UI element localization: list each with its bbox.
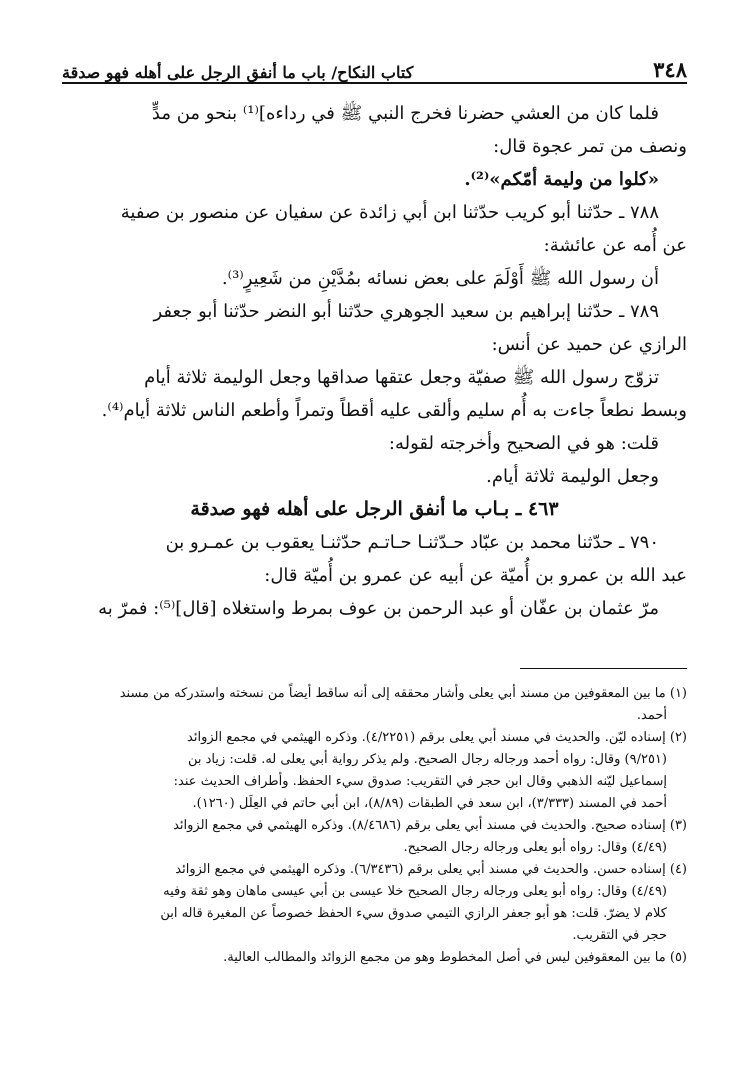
- footnote-4-cont: (٤/٤٩) وقال: رواه أبو يعلى ورجاله رجال الصحيح خلا عيسى بن أبي عيسى ماهان وهو ثقة وفيه: [163, 884, 667, 899]
- chapter-heading: ٤٦٣ ـ بـاب ما أنفق الرجل على أهله فهو صدقة: [190, 498, 559, 520]
- hadith-790-isnad: ٧٩٠ ـ حدّثنا محمد بن عبّاد حـدّثنـا حـاتـم حدّثنـا يعقوب بن عمـرو بن: [165, 532, 659, 553]
- footnote-divider: [520, 668, 687, 669]
- hadith-788-isnad: ٧٨٨ ـ حدّثنا أبو كريب حدّثنا ابن أبي زائدة عن سفيان عن منصور بن صفية: [120, 202, 659, 223]
- footnote-3: (٣) إسناده صحيح. والحديث في مسند أبي يعلى برقم (٨/٤٦٨٦). وذكره الهيثمي في مجمع الزوائد: [173, 818, 687, 833]
- text-line: ونصف من تمر عجوة قال:: [493, 136, 687, 157]
- footnote-2-cont: أحمد في المسند (٣/٣٣٣)، ابن سعد في الطبقات (٨/٨٩)، ابن أبي حاتم في العِلَل (١٢٦٠).: [192, 796, 667, 811]
- page-number: ٣٤٨: [653, 57, 687, 82]
- footnote-5: (٥) ما بين المعقوفين ليس في أصل المخطوط وهو من مجمع الزوائد والمطالب العالية.: [223, 950, 687, 965]
- main-text: [62, 97, 687, 625]
- footnote-4-cont: كلام لا يضرّ. قلت: هو أبو جعفر الرازي التيمي صدوق سيء الحفظ خصوصاً عن المغيرة قاله ابن: [160, 906, 667, 921]
- footnote-4-cont: حجر في التقريب.: [572, 928, 667, 943]
- footnote-1-cont: أحمد.: [636, 708, 667, 723]
- hadith-788-matn: أن رسول الله ﷺ أَوْلَمَ على بعض نسائه بمُدَّيْنِ من شَعِيرٍ⁽³⁾.: [221, 268, 659, 289]
- footnote-3-cont: (٤/٤٩) وقال: رواه أبو يعلى ورجاله رجال الصحيح.: [403, 840, 667, 855]
- hadith-789-isnad: ٧٨٩ ـ حدّثنا إبراهيم بن سعيد الجوهري حدّثنا أبو النضر حدّثنا أبو جعفر: [153, 301, 659, 322]
- running-title: كتاب النكاح/ باب ما أنفق الرجل على أهله فهو صدقة: [62, 63, 414, 82]
- page-header: [62, 54, 687, 82]
- hadith-789-matn: تزوّج رسول الله ﷺ صفيّة وجعل عتقها صداقها وجعل الوليمة ثلاثة أيام: [144, 367, 659, 388]
- footnote-2-cont: إسماعيل ليّنه الذهبي وقال ابن حجر في التقريب: صدوق سيء الحفظ. وأطراف الحديث عند:: [173, 774, 667, 789]
- text-line: فلما كان من العشي حضرنا فخرج النبي ﷺ في رداءه]⁽¹⁾ بنحو من مدٍّ: [151, 103, 659, 124]
- text-line: عن أُمه عن عائشة:: [543, 235, 687, 256]
- footnote-4: (٤) إسناده حسن. والحديث في مسند أبي يعلى برقم (٦/٣٤٣٦). وذكره الهيثمي في مجمع الزوائد: [175, 862, 687, 877]
- text-line: الرازي عن حميد عن أنس:: [491, 334, 687, 355]
- footnotes: [62, 683, 687, 969]
- header-rule: [62, 82, 687, 84]
- author-comment: قلت: هو في الصحيح وأخرجته لقوله:: [388, 433, 659, 454]
- footnote-1: (١) ما بين المعقوفين من مسند أبي يعلى وأشار محققه إلى أنه ساقط أيضاً من نسخته واستدركه من مسند: [119, 686, 687, 701]
- hadith-790-matn: مرّ عثمان بن عفّان أو عبد الرحمن بن عوف بمرط واستغلاه [قال]⁽⁵⁾: فمرّ به: [98, 598, 659, 619]
- text-line: عبد الله بن عمرو بن أُميّة عن أبيه عن عمرو بن أُميّة قال:: [264, 565, 687, 586]
- hadith-quote: «كلوا من وليمة أمّكم»⁽²⁾.: [464, 169, 659, 190]
- footnote-2-cont: (٩/٢٥١) وقال: رواه أحمد ورجاله رجال الصحيح. ولم يذكر رواية أبي يعلى له. قلت: زياد بن: [187, 752, 667, 767]
- text-line: وبسط نطعاً جاءت به أُم سليم وألقى عليه أقطاً وتمراً وأطعم الناس ثلاثة أيام⁽⁴⁾.: [101, 400, 687, 421]
- footnote-2: (٢) إسناده ليّن. والحديث في مسند أبي يعلى برقم (٤/٢٢٥١). وذكره الهيثمي في مجمع الزوائد: [187, 730, 687, 745]
- text-line: وجعل الوليمة ثلاثة أيام.: [486, 466, 659, 487]
